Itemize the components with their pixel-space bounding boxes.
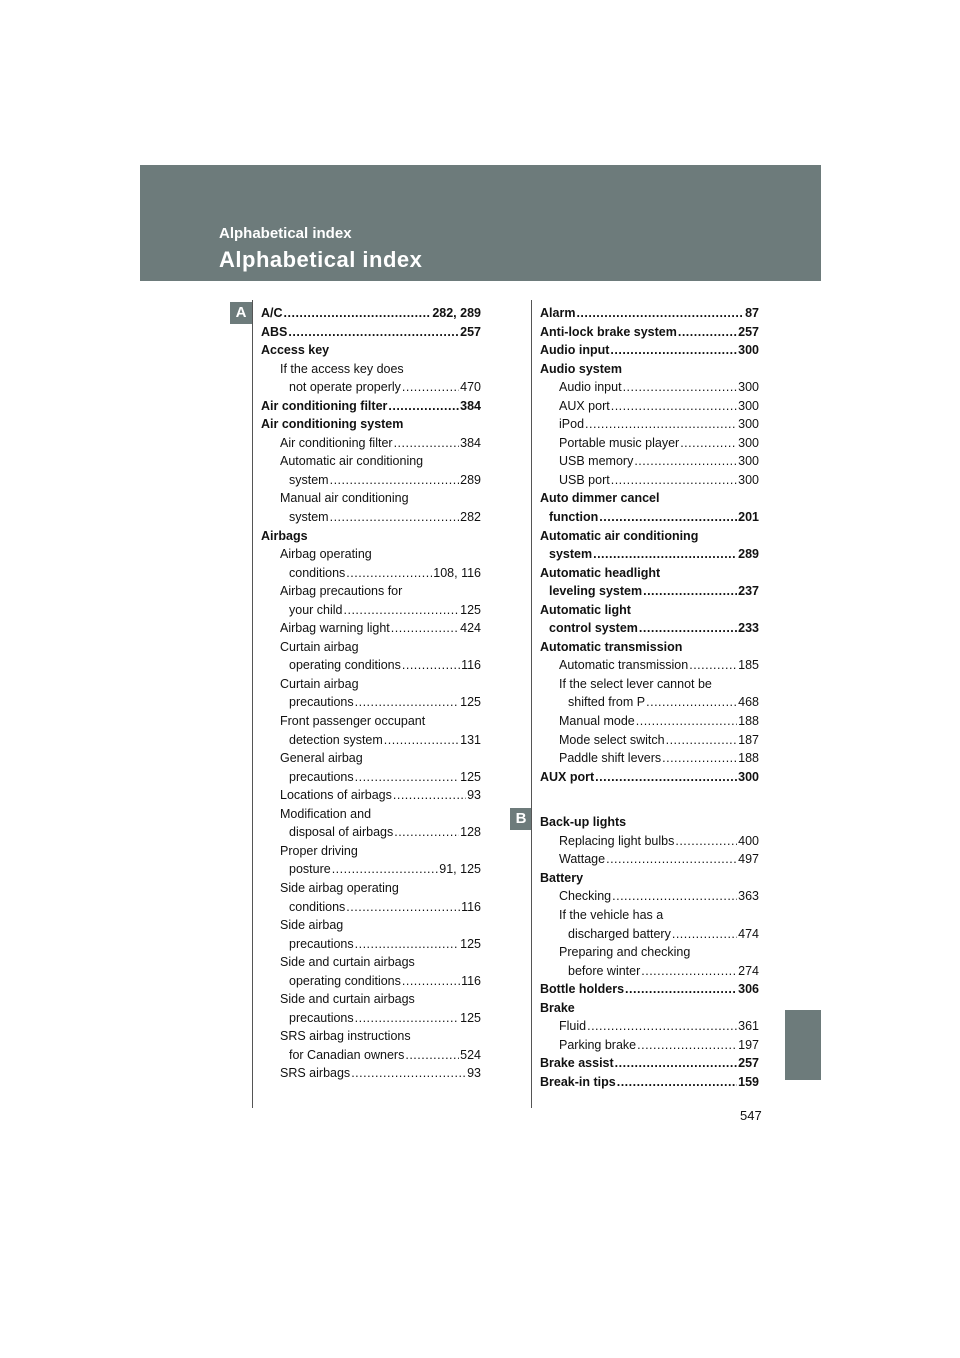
index-entry: [540, 962, 759, 981]
index-entry-page: 125: [460, 936, 481, 951]
dot-leader: [612, 887, 737, 906]
index-entry-term: control system: [549, 621, 638, 636]
dot-leader: [346, 898, 460, 917]
index-entry: [261, 452, 481, 471]
dot-leader: [355, 935, 460, 954]
index-entry-page: 289: [460, 472, 481, 487]
index-entry: [540, 999, 759, 1018]
index-entry: [540, 1054, 759, 1073]
index-entry: [261, 823, 481, 842]
index-entry-term: Automatic light: [540, 602, 631, 617]
index-entry: [540, 415, 759, 434]
index-entry-term: Mode select switch: [559, 732, 665, 747]
dot-leader: [384, 731, 459, 750]
column-divider-left: [252, 300, 253, 1108]
index-entry-page: 197: [738, 1037, 759, 1052]
index-entry: [261, 805, 481, 824]
index-entry: [540, 749, 759, 768]
index-entry-page: 116: [461, 658, 481, 673]
index-entry: [261, 564, 481, 583]
index-entry-term: Parking brake: [559, 1037, 637, 1052]
index-entry: [540, 712, 759, 731]
index-entry-term: Audio system: [540, 361, 622, 376]
index-entry-page: 116: [461, 899, 481, 914]
index-entry-term: Paddle shift levers: [559, 751, 662, 766]
index-entry-term: Brake: [540, 1000, 575, 1015]
dot-leader: [646, 693, 737, 712]
index-entry: [261, 378, 481, 397]
index-entry-page: 300: [738, 472, 759, 487]
index-entry-term: posture: [289, 862, 331, 877]
index-entry-page: 361: [738, 1019, 759, 1034]
index-entry-term: Alarm: [540, 306, 576, 320]
index-entry: [261, 1009, 481, 1028]
index-entry: [261, 638, 481, 657]
index-entry-term: Airbags: [261, 528, 308, 543]
index-entry-term: Replacing light bulbs: [559, 833, 675, 848]
index-entry-term: Wattage: [559, 852, 606, 867]
index-entry: [540, 489, 759, 508]
index-entry-term: Audio input: [540, 343, 610, 358]
index-entry: [261, 489, 481, 508]
dot-leader: [351, 1064, 466, 1083]
index-entry: [540, 813, 759, 832]
index-entry-term: precautions: [289, 769, 354, 784]
index-entry-term: If the access key does: [280, 361, 404, 376]
dot-leader: [402, 378, 459, 397]
dot-leader: [330, 508, 460, 527]
index-entry-term: operating conditions: [289, 658, 401, 673]
index-entry-term: Side airbag: [280, 918, 344, 933]
thumb-index-tab: [785, 1010, 821, 1080]
index-entry-page: 188: [738, 751, 759, 766]
index-entry-term: Airbag warning light: [280, 621, 390, 636]
index-entry: [540, 434, 759, 453]
index-entry-term: Air conditioning system: [261, 417, 404, 432]
dot-leader: [623, 378, 738, 397]
index-entry: [261, 916, 481, 935]
index-entry-term: Curtain airbag: [280, 676, 359, 691]
dot-leader: [405, 1046, 459, 1065]
index-entry-term: Preparing and checking: [559, 945, 691, 960]
index-entry: [540, 564, 759, 583]
index-entry-page: 237: [738, 584, 759, 599]
index-entry-term: Airbag precautions for: [280, 584, 403, 599]
dot-leader: [678, 323, 737, 342]
dot-leader: [615, 1054, 737, 1073]
index-entry: [261, 1064, 481, 1083]
index-entry-page: 300: [738, 343, 759, 358]
index-entry-page: 468: [738, 695, 759, 710]
index-entry: [261, 601, 481, 620]
index-entry-term: Front passenger occupant: [280, 714, 426, 729]
dot-leader: [634, 452, 737, 471]
index-entry: [540, 943, 759, 962]
index-entry-page: 300: [738, 417, 759, 432]
dot-leader: [599, 508, 737, 527]
index-entry-term: Automatic headlight: [540, 565, 661, 580]
index-entry-term: Back-up lights: [540, 815, 627, 830]
index-entry-term: Break-in tips: [540, 1074, 616, 1089]
index-entry-term: system: [289, 510, 329, 525]
index-entry: [540, 638, 759, 657]
index-entry-term: Bottle holders: [540, 982, 625, 997]
index-entry: [261, 323, 481, 342]
index-entry-term: Audio input: [559, 380, 622, 395]
index-entry-term: system: [289, 472, 329, 487]
index-entry: [261, 1046, 481, 1065]
dot-leader: [393, 786, 466, 805]
index-entry-page: 125: [460, 769, 481, 784]
index-entry-term: AUX port: [559, 398, 610, 413]
index-entry-page: 289: [738, 547, 759, 562]
index-entry-page: 400: [738, 833, 759, 848]
index-entry-term: disposal of airbags: [289, 825, 394, 840]
index-entry-term: Manual air conditioning: [280, 491, 409, 506]
index-entry-term: USB memory: [559, 454, 634, 469]
section-letter-b: B: [510, 808, 532, 830]
dot-leader: [643, 582, 737, 601]
dot-leader: [625, 980, 737, 999]
index-entry-term: precautions: [289, 1010, 354, 1025]
index-entry: [261, 508, 481, 527]
index-entry: [540, 527, 759, 546]
dot-leader: [680, 434, 737, 453]
dot-leader: [606, 850, 737, 869]
index-entry-page: 474: [738, 926, 759, 941]
index-entry: [261, 582, 481, 601]
index-entry: [540, 360, 759, 379]
index-entry-page: 470: [460, 380, 481, 395]
index-entry-term: discharged battery: [568, 926, 671, 941]
index-entry-term: Manual mode: [559, 714, 635, 729]
dot-leader: [344, 601, 460, 620]
dot-leader: [585, 415, 737, 434]
index-entry-page: 93: [467, 1066, 481, 1081]
index-entry-page: 300: [738, 435, 759, 450]
index-entry: [540, 869, 759, 888]
index-entry-term: conditions: [289, 565, 346, 580]
index-entry-page: 282, 289: [432, 306, 481, 320]
index-entry: [540, 1036, 759, 1055]
index-entry-page: 159: [738, 1074, 759, 1089]
dot-leader: [593, 545, 737, 564]
index-entry-term: operating conditions: [289, 973, 401, 988]
dot-leader: [617, 1073, 737, 1092]
index-entry: [261, 471, 481, 490]
index-entry: [540, 341, 759, 360]
index-entry: [540, 471, 759, 490]
index-entry-term: for Canadian owners: [289, 1047, 405, 1062]
index-entry: [540, 323, 759, 342]
index-entry-term: General airbag: [280, 751, 363, 766]
dot-leader: [636, 712, 737, 731]
index-entry: [261, 990, 481, 1009]
index-entry-page: 524: [460, 1047, 481, 1062]
dot-leader: [394, 823, 459, 842]
index-entry: [540, 675, 759, 694]
index-entry-page: 125: [460, 695, 481, 710]
dot-leader: [641, 962, 737, 981]
dot-leader: [595, 768, 737, 787]
index-entry-page: 108, 116: [433, 565, 481, 580]
index-entry-page: 424: [460, 621, 481, 636]
index-entry-term: Air conditioning filter: [280, 435, 393, 450]
index-entry: [540, 887, 759, 906]
index-entry: [261, 545, 481, 564]
column-divider-right: [531, 300, 532, 1108]
index-entry-page: 201: [738, 510, 759, 525]
index-entry-term: Automatic transmission: [540, 639, 683, 654]
index-entry-page: 282: [460, 510, 481, 525]
index-entry-page: 257: [738, 324, 759, 339]
index-entry-page: 233: [738, 621, 759, 636]
index-entry: [261, 304, 481, 323]
index-entry: [261, 731, 481, 750]
section-header: [140, 165, 821, 281]
index-entry-page: 93: [467, 788, 481, 803]
index-entry-term: system: [549, 547, 593, 562]
page-number: 547: [740, 1108, 762, 1123]
index-entry-term: iPod: [559, 417, 585, 432]
index-entry-page: 300: [738, 380, 759, 395]
dot-leader: [355, 1009, 460, 1028]
index-entry-term: leveling system: [549, 584, 643, 599]
dot-leader: [639, 619, 737, 638]
index-entry-term: Auto dimmer cancel: [540, 491, 660, 506]
index-entry: [540, 731, 759, 750]
index-entry: [261, 972, 481, 991]
index-entry: [261, 898, 481, 917]
index-entry-term: Portable music player: [559, 435, 680, 450]
dot-leader: [332, 860, 439, 879]
section-letter-a: A: [230, 302, 252, 324]
dot-leader: [402, 972, 460, 991]
dot-leader: [355, 768, 460, 787]
index-entry: [261, 434, 481, 453]
index-entry: [540, 582, 759, 601]
index-entry: [540, 545, 759, 564]
dot-leader: [611, 397, 737, 416]
index-entry-term: Checking: [559, 889, 612, 904]
index-entry-page: 87: [745, 306, 759, 320]
dot-leader: [346, 564, 432, 583]
dot-leader: [402, 656, 460, 675]
index-entry-term: Proper driving: [280, 843, 358, 858]
index-entry-term: SRS airbags: [280, 1066, 351, 1081]
index-entry-page: 300: [738, 769, 759, 784]
index-entry-page: 91, 125: [439, 862, 481, 877]
index-entry: [540, 656, 759, 675]
header-subtitle: Alphabetical index: [219, 225, 352, 242]
index-entry-term: If the select lever cannot be: [559, 676, 712, 691]
index-entry-page: 274: [738, 963, 759, 978]
index-entry-term: conditions: [289, 899, 346, 914]
index-entry-term: Curtain airbag: [280, 639, 359, 654]
index-entry: [540, 850, 759, 869]
index-entry: [540, 304, 759, 323]
index-entry-term: Automatic air conditioning: [540, 528, 699, 543]
index-entry-page: 384: [460, 435, 481, 450]
index-entry: [261, 953, 481, 972]
dot-leader: [288, 323, 459, 342]
index-entry-term: Locations of airbags: [280, 788, 392, 803]
index-entry-term: If the vehicle has a: [559, 907, 664, 922]
index-entry-term: Anti-lock brake system: [540, 324, 677, 339]
dot-leader: [675, 832, 737, 851]
index-entry-term: Fluid: [559, 1019, 587, 1034]
index-entry: [540, 397, 759, 416]
index-entry-page: 125: [460, 602, 481, 617]
index-entry-page: 306: [738, 982, 759, 997]
index-entry-page: 131: [460, 732, 481, 747]
dot-leader: [672, 925, 737, 944]
dot-leader: [611, 471, 737, 490]
index-entry-page: 185: [738, 658, 759, 673]
dot-leader: [330, 471, 460, 490]
index-entry-term: before winter: [568, 963, 641, 978]
index-entry-term: shifted from P: [568, 695, 646, 710]
index-entry-page: 125: [460, 1010, 481, 1025]
index-entry-term: detection system: [289, 732, 383, 747]
index-entry: [540, 925, 759, 944]
index-entry-term: Brake assist: [540, 1056, 614, 1071]
index-entry: [540, 768, 759, 787]
index-entry: [540, 1073, 759, 1092]
dot-leader: [637, 1036, 737, 1055]
index-entry-page: 363: [738, 889, 759, 904]
header-title: Alphabetical index: [219, 247, 423, 272]
dot-leader: [587, 1017, 737, 1036]
index-entry-term: Automatic transmission: [559, 658, 689, 673]
index-entry: [540, 1017, 759, 1036]
index-entry-page: 116: [461, 973, 481, 988]
index-entry: [540, 619, 759, 638]
index-entry: [540, 508, 759, 527]
index-entry-page: 257: [460, 324, 481, 339]
index-entry-term: Battery: [540, 870, 584, 885]
index-entry-term: not operate properly: [289, 380, 401, 395]
index-entry: [261, 360, 481, 379]
index-entry: [540, 378, 759, 397]
index-entry: [261, 712, 481, 731]
index-entry: [540, 980, 759, 999]
index-column-right: [540, 304, 759, 1091]
index-entry-page: 128: [460, 825, 481, 840]
index-entry: [261, 935, 481, 954]
index-entry-term: your child: [289, 602, 343, 617]
index-entry: [261, 693, 481, 712]
index-entry: [261, 397, 481, 416]
index-entry: [261, 749, 481, 768]
index-entry-term: precautions: [289, 936, 354, 951]
dot-leader: [662, 749, 737, 768]
index-entry-term: ABS: [261, 324, 288, 339]
index-entry: [540, 906, 759, 925]
index-entry-term: Automatic air conditioning: [280, 454, 424, 469]
index-entry: [261, 675, 481, 694]
index-entry-page: 187: [738, 732, 759, 747]
index-column-left: [261, 304, 481, 1083]
index-entry-page: 188: [738, 714, 759, 729]
dot-leader: [394, 434, 460, 453]
dot-leader: [610, 341, 737, 360]
index-entry: [540, 601, 759, 620]
index-entry-term: AUX port: [540, 769, 595, 784]
index-entry-term: Access key: [261, 343, 330, 358]
index-entry-page: 300: [738, 454, 759, 469]
index-entry-term: SRS airbag instructions: [280, 1029, 411, 1044]
index-entry-page: 497: [738, 852, 759, 867]
index-entry-term: precautions: [289, 695, 354, 710]
dot-leader: [388, 397, 459, 416]
index-entry-term: Side airbag operating: [280, 880, 399, 895]
index-entry: [261, 527, 481, 546]
index-entry: [261, 879, 481, 898]
index-entry: [540, 693, 759, 712]
index-entry: [261, 341, 481, 360]
dot-leader: [391, 619, 459, 638]
dot-leader: [576, 304, 744, 323]
index-entry-term: A/C: [261, 306, 283, 320]
index-entry: [261, 1027, 481, 1046]
index-entry-page: 384: [460, 398, 481, 413]
index-entry: [261, 842, 481, 861]
dot-leader: [284, 304, 432, 323]
index-entry-term: Air conditioning filter: [261, 398, 388, 413]
index-entry: [261, 619, 481, 638]
index-entry-term: Side and curtain airbags: [280, 955, 415, 970]
index-entry-term: USB port: [559, 472, 610, 487]
index-entry: [261, 860, 481, 879]
index-entry-term: Modification and: [280, 806, 372, 821]
index-entry-term: Side and curtain airbags: [280, 992, 415, 1007]
index-entry: [261, 786, 481, 805]
index-entry-term: Airbag operating: [280, 547, 372, 562]
index-entry: [261, 768, 481, 787]
dot-leader: [355, 693, 460, 712]
index-entry-page: 257: [738, 1056, 759, 1071]
dot-leader: [666, 731, 738, 750]
index-entry: [540, 452, 759, 471]
index-entry-term: function: [549, 510, 599, 525]
index-entry: [261, 656, 481, 675]
dot-leader: [689, 656, 737, 675]
index-entry-page: 300: [738, 398, 759, 413]
index-entry: [540, 832, 759, 851]
index-entry: [261, 415, 481, 434]
